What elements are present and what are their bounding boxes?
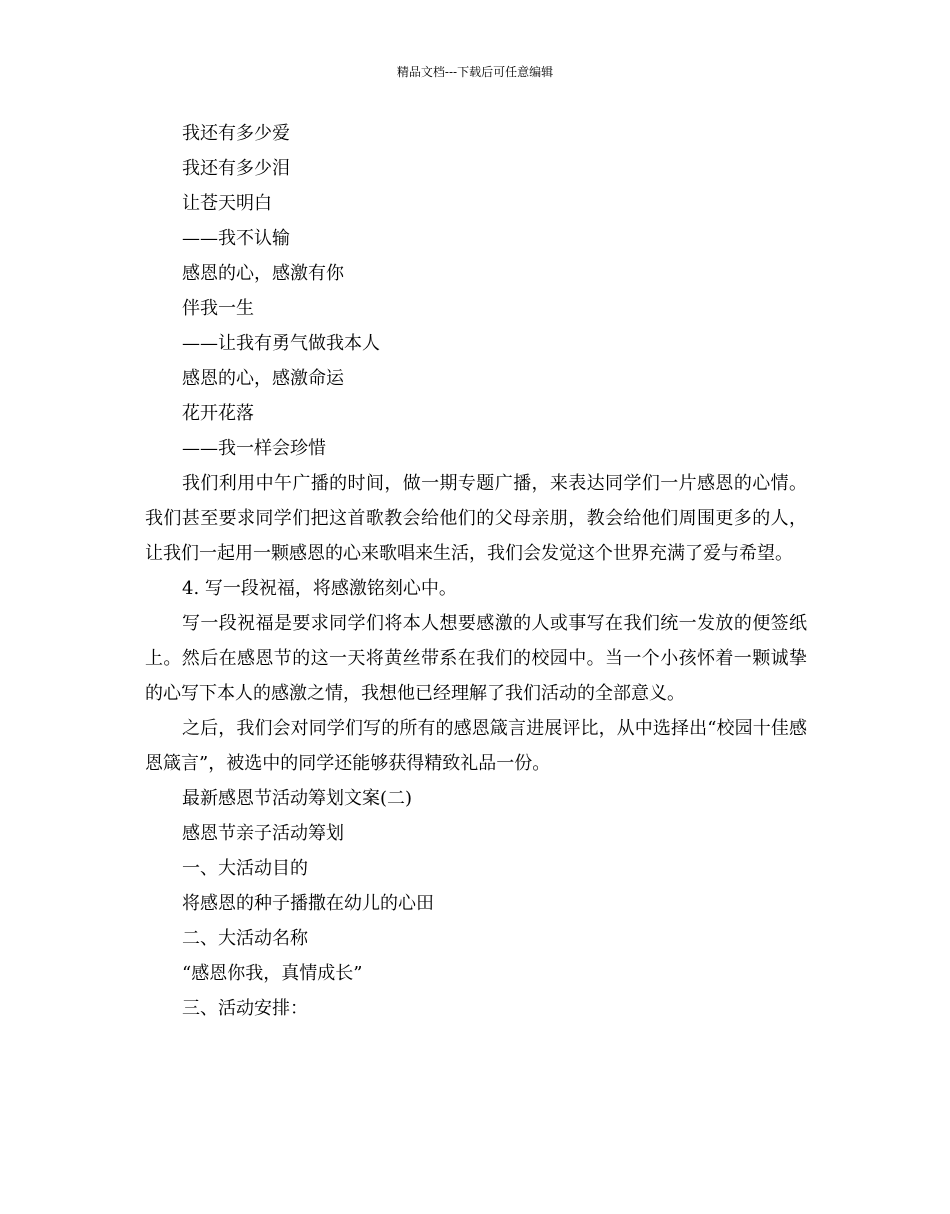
document-body: [145, 116, 807, 1026]
purpose-text: 将感恩的种子播撒在幼儿的心田: [182, 893, 434, 914]
section-title: 最新感恩节活动筹划文案(二): [182, 788, 413, 809]
poem-line: 我还有多少泪: [182, 158, 290, 179]
poem-line: ——我一样会珍惜: [182, 438, 326, 459]
paragraph-blessing: 写一段祝福是要求同学们将本人想要感激的人或事写在我们统一发放的便签纸上。然后在感恩节的这一天将黄丝带系在我们的校园中。当一个小孩怀着一颗诚挚的心写下本人的感激之情，我想他已经理解了我们活动的全部意义。: [145, 613, 807, 704]
paragraph-evaluation: 之后，我们会对同学们写的所有的感恩箴言进展评比，从中选择出“校园十佳感恩箴言”，被选中的同学还能够获得精致礼品一份。: [145, 718, 807, 774]
section-subtitle: 感恩节亲子活动筹划: [182, 823, 344, 844]
poem-line: ——让我有勇气做我本人: [182, 333, 380, 354]
heading-arrangement: 三、活动安排：: [182, 998, 308, 1019]
poem-line: 伴我一生: [182, 298, 254, 319]
poem-line: 花开花落: [182, 403, 254, 424]
item-4-title: 4. 写一段祝福，将感激铭刻心中。: [182, 578, 457, 599]
poem-line: 我还有多少爱: [182, 123, 290, 144]
poem-line: ——我不认输: [182, 228, 290, 249]
paragraph-broadcast: 我们利用中午广播的时间，做一期专题广播，来表达同学们一片感恩的心情。我们甚至要求同学们把这首歌教会给他们的父母亲朋，教会给他们周围更多的人，让我们一起用一颗感恩的心来歌唱来生活，我们会发觉这个世界充满了爱与希望。: [145, 473, 807, 564]
page-header: 精品文档---下载后可任意编辑: [396, 65, 554, 79]
heading-purpose: 一、大活动目的: [182, 858, 308, 879]
poem-line: 感恩的心，感激命运: [182, 368, 344, 389]
poem-line: 感恩的心，感激有你: [182, 263, 344, 284]
heading-name: 二、大活动名称: [182, 928, 308, 949]
activity-name-text: “感恩你我，真情成长”: [182, 963, 363, 984]
poem-line: 让苍天明白: [182, 193, 272, 214]
